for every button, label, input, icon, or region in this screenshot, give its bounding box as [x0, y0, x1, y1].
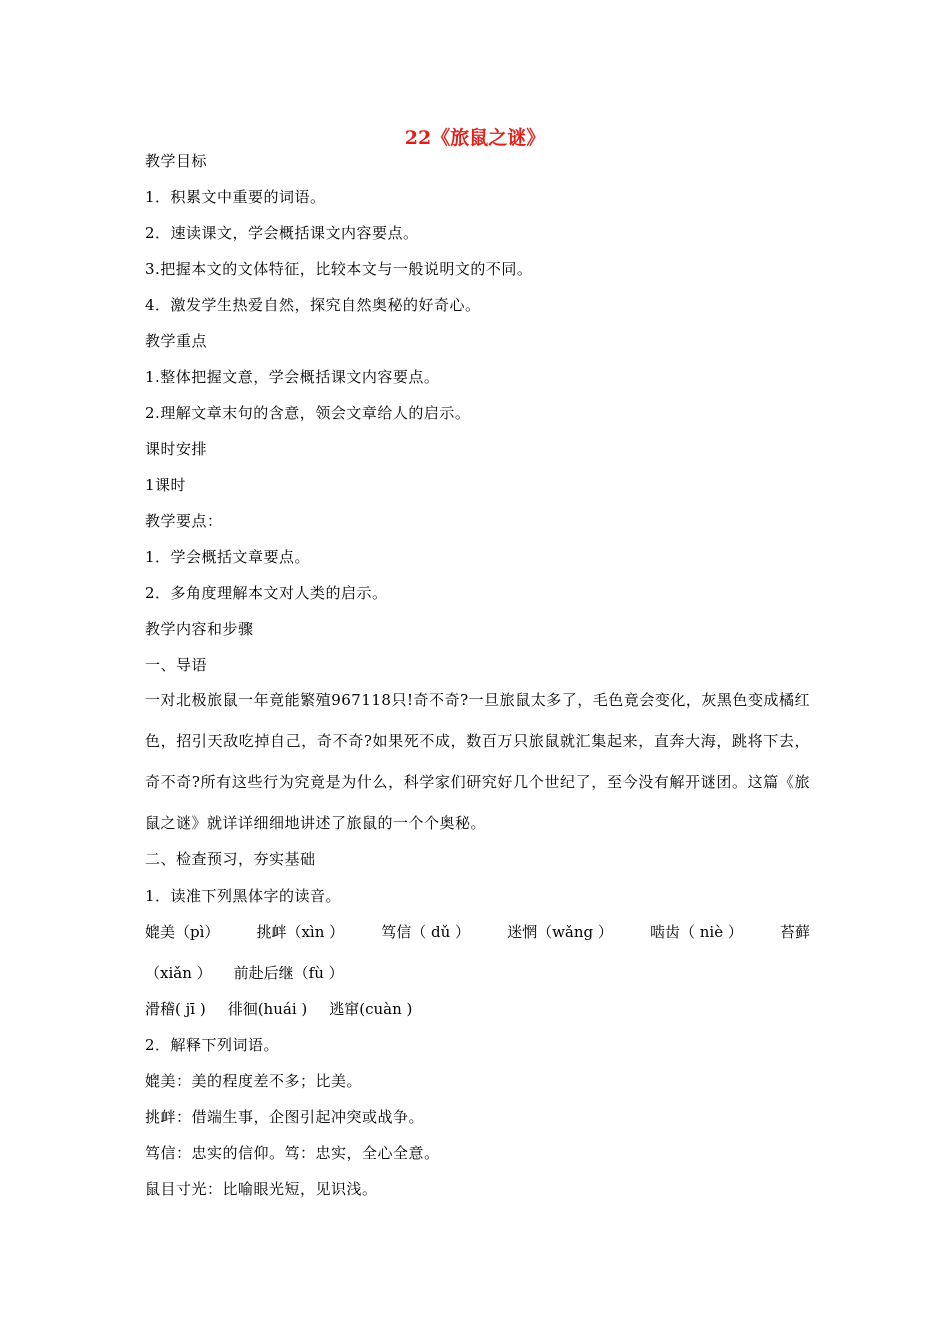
intro-heading: 一、导语 — [145, 656, 208, 674]
pronunciation-item: 啮齿（ niè ） — [649, 923, 743, 941]
goal-item: 2．速读课文，学会概括课文内容要点。 — [145, 224, 419, 242]
focus-heading: 教学重点 — [145, 332, 208, 350]
point-item: 1．学会概括文章要点。 — [145, 548, 311, 566]
vocabulary-item: 挑衅：借端生事，企图引起冲突或战争。 — [145, 1108, 425, 1126]
goal-item: 4．激发学生热爱自然，探究自然奥秘的好奇心。 — [145, 296, 481, 314]
pronunciation-row — [145, 921, 810, 943]
points-heading: 教学要点： — [145, 512, 223, 530]
preview-heading: 二、检查预习，夯实基础 — [145, 850, 316, 868]
intro-paragraph: 一对北极旅鼠一年竟能繁殖967118只!奇不奇?一旦旅鼠太多了，毛色竟会变化，灰黑色变成橘红色，招引天敌吃掉自己，奇不奇?如果死不成，数百万只旅鼠就汇集起来，直奔大海，跳将下去，奇不奇?所有这些行为究竟是为什么，科学家们研究好几个世纪了，至今没有解开谜团。这篇《旅鼠之谜》就详详细细地讲述了旅鼠的一个个奥秘。 — [145, 691, 810, 832]
point-item: 2．多角度理解本文对人类的启示。 — [145, 584, 388, 602]
pronunciation-item: （xiǎn ） — [145, 964, 212, 982]
pronunciation-item: 苔藓 — [779, 923, 810, 941]
pronunciation-row — [145, 998, 810, 1020]
pronunciation-item: 徘徊(huái ) — [227, 1000, 308, 1018]
document-title: 22《旅鼠之谜》 — [404, 127, 546, 149]
vocabulary-item: 鼠目寸光：比喻眼光短，见识浅。 — [145, 1180, 378, 1198]
pronunciation-item: 挑衅（xìn ） — [256, 923, 345, 941]
pronunciation-item: 前赴后继（fù ） — [233, 964, 344, 982]
steps-heading: 教学内容和步骤 — [145, 620, 254, 638]
pronunciation-heading: 1．读准下列黑体字的读音。 — [145, 887, 342, 905]
focus-item: 1.整体把握文意，学会概括课文内容要点。 — [145, 368, 440, 386]
pronunciation-item: 逃窜(cuàn ) — [329, 1000, 413, 1018]
focus-item: 2.理解文章末句的含意，领会文章给人的启示。 — [145, 404, 471, 422]
pronunciation-row — [145, 962, 810, 984]
goals-heading: 教学目标 — [145, 152, 208, 170]
pronunciation-item: 笃信（ dǔ ） — [381, 923, 471, 941]
schedule-heading: 课时安排 — [145, 440, 208, 458]
pronunciation-item: 迷惘（wǎng ） — [507, 923, 613, 941]
pronunciation-item: 媲美（pì） — [145, 923, 220, 941]
vocabulary-heading: 2．解释下列词语。 — [145, 1036, 280, 1054]
vocabulary-item: 媲美：美的程度差不多；比美。 — [145, 1072, 363, 1090]
goal-item: 3.把握本文的文体特征，比较本文与一般说明文的不同。 — [145, 260, 533, 278]
vocabulary-item: 笃信：忠实的信仰。笃：忠实，全心全意。 — [145, 1144, 440, 1162]
schedule-value: 1课时 — [145, 476, 187, 494]
goal-item: 1．积累文中重要的词语。 — [145, 188, 326, 206]
pronunciation-item: 滑稽( jī ) — [145, 1000, 206, 1018]
